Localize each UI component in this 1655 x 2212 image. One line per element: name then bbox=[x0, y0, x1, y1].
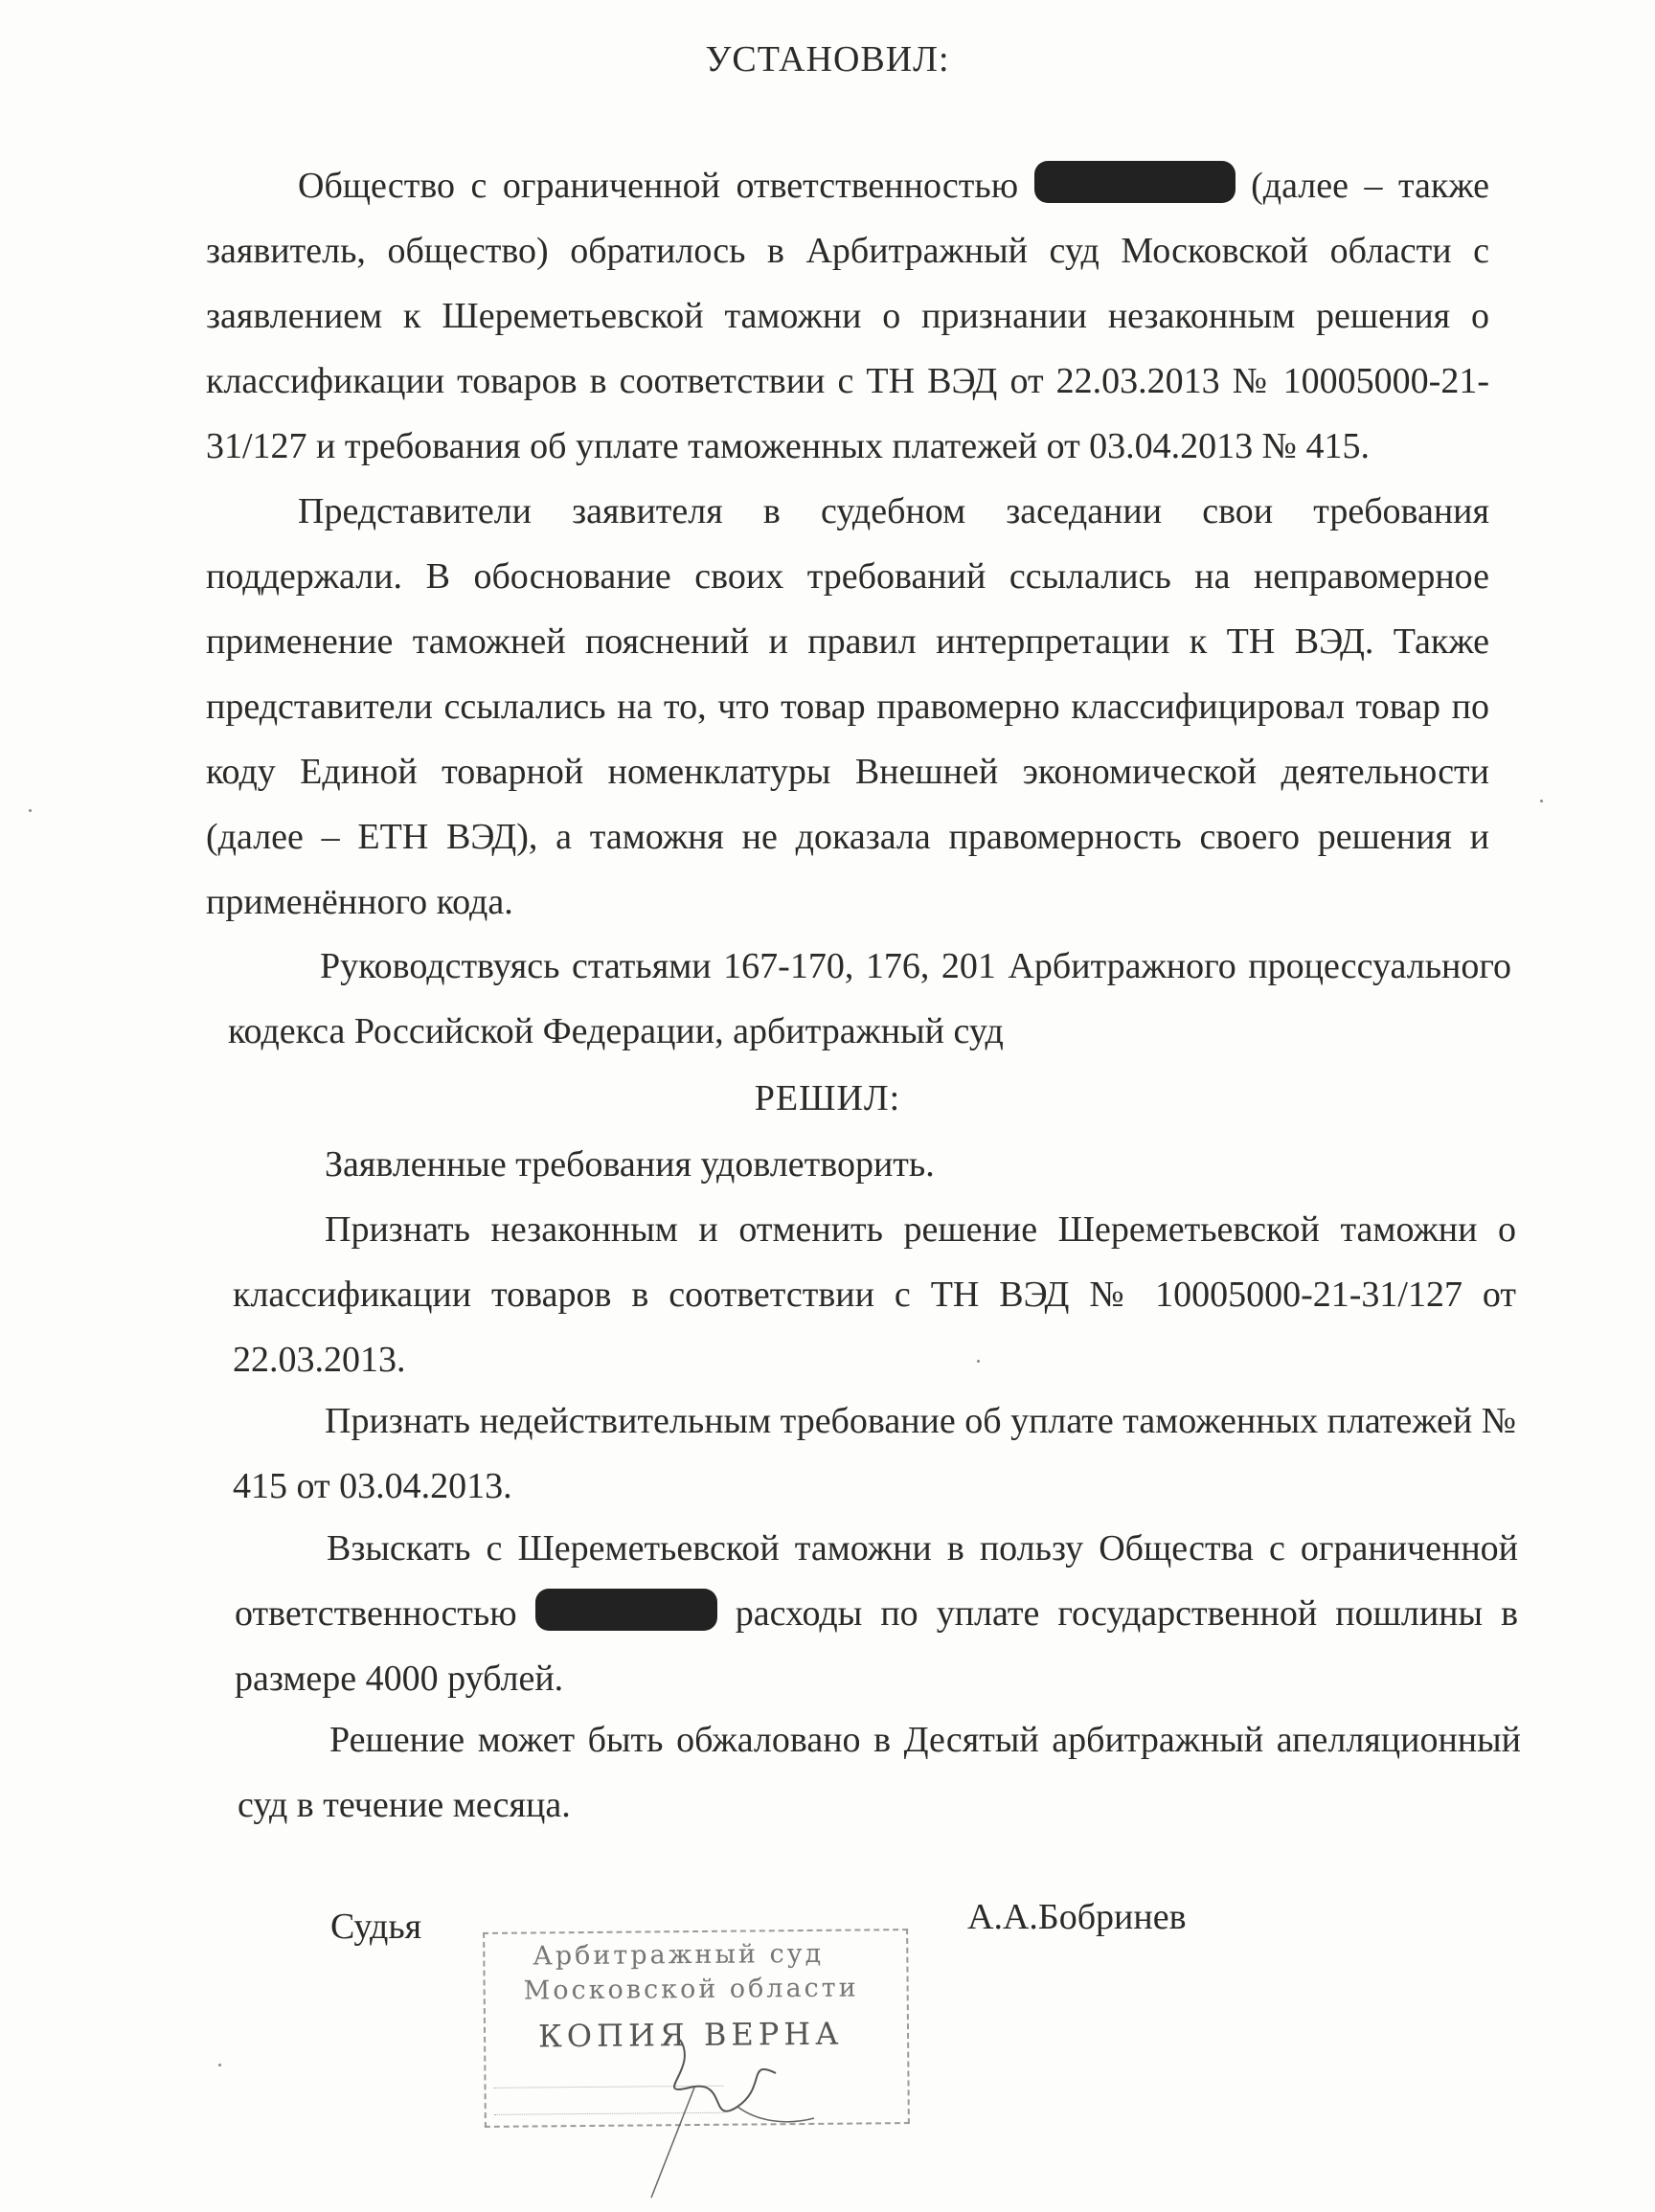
redaction-bar bbox=[535, 1589, 717, 1631]
judge-name: А.А.Бобринев bbox=[967, 1897, 1187, 1937]
scan-speck bbox=[977, 1360, 980, 1363]
stamp-region: Московской области bbox=[523, 1973, 859, 2006]
scan-speck bbox=[1540, 800, 1543, 802]
paragraph-guided-by bbox=[228, 934, 1511, 1064]
decision-annul bbox=[233, 1197, 1516, 1392]
scan-speck bbox=[218, 2064, 221, 2066]
handwritten-signature bbox=[623, 2030, 833, 2202]
judge-label: Судья bbox=[330, 1907, 422, 1947]
decision-appeal bbox=[238, 1707, 1521, 1838]
decision-invalid-requirement bbox=[233, 1388, 1516, 1519]
decision-recover-costs bbox=[235, 1516, 1518, 1711]
decision3-text: Признать недействительным требование об уплате таможенных платежей № 415 от 03.04.2013. bbox=[233, 1401, 1516, 1506]
stamp-court-name: Арбитражный суд bbox=[533, 1938, 825, 1972]
decision1-text: Заявленные требования удовлетворить. bbox=[325, 1144, 935, 1185]
decision4-after: расходы по уплате государственной пошлины в размере 4000 рублей. bbox=[235, 1593, 1519, 1699]
decision4-before: Взыскать с Шереметьевской таможни в пользу Общества с ограниченной ответственностью bbox=[235, 1528, 1518, 1634]
para2-text: Представители заявителя в судебном заседании свои требования поддержали. В обоснование своих требований ссылались на неправомерное применение таможней пояснений и правил интерпретации к ТН ВЭД. Также представители ссылались на то, что товар правомерно классифицировал товар по коду Единой товарной номенклатуры Внешней экономической деятельности (далее – ЕТН ВЭД), а таможня не доказала правомерность своего решения и применённого кода. bbox=[206, 491, 1489, 922]
decision2-text: Признать незаконным и отменить решение Шереметьевской таможни о классификации товаров в соответствии с ТН ВЭД № 10005000-21-31/127 от 22.03.2013. bbox=[233, 1209, 1516, 1380]
heading-established: УСТАНОВИЛ: bbox=[705, 39, 950, 79]
redaction-bar bbox=[1034, 161, 1236, 203]
para3-text: Руководствуясь статьями 167-170, 176, 201 Арбитражного процессуального кодекса Российской Федерации, арбитражный суд bbox=[228, 946, 1511, 1051]
para1-before: Общество с ограниченной ответственностью bbox=[298, 166, 1019, 206]
scan-speck bbox=[29, 809, 32, 812]
decision-satisfy bbox=[233, 1132, 1516, 1197]
paragraph-application bbox=[206, 153, 1489, 479]
decision5-text: Решение может быть обжаловано в Десятый арбитражный апелляционный суд в течение месяца. bbox=[238, 1720, 1521, 1825]
heading-decided: РЕШИЛ: bbox=[754, 1078, 901, 1118]
paragraph-representatives bbox=[206, 479, 1489, 935]
para1-after: (далее – также заявитель, общество) обратилось в Арбитражный суд Московской области с заявлением к Шереметьевской таможни о признании незаконным решения о классификации товаров в соответствии с ТН ВЭД от 22.03.2013 № 10005000-21-31/127 и требования об уплате таможенных платежей от 03.04.2013 № 415. bbox=[206, 166, 1490, 466]
stamp-certified: КОПИЯ ВЕРНА bbox=[537, 2015, 844, 2055]
